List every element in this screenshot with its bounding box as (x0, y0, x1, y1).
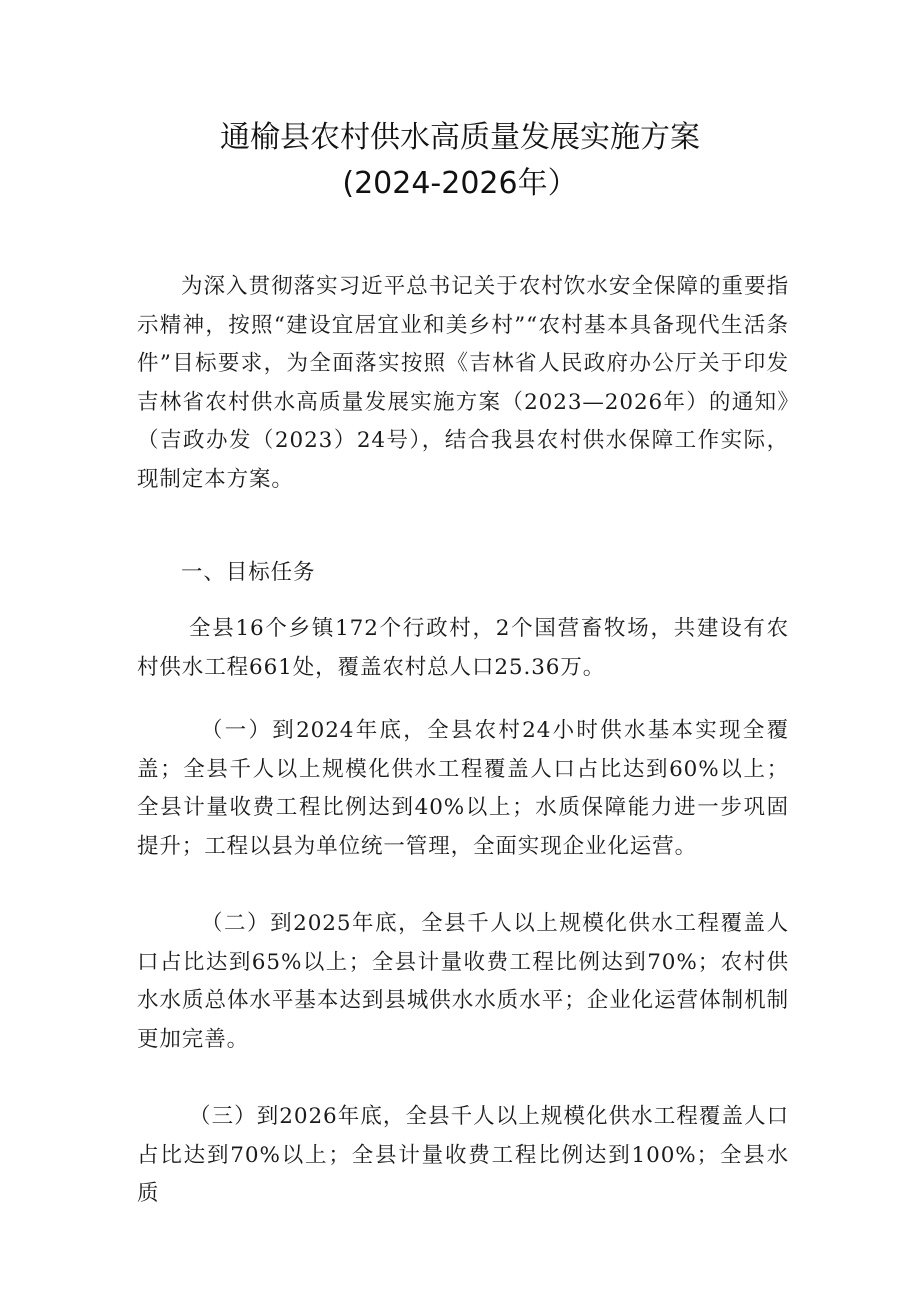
section-heading-goals: 一、目标任务 (181, 560, 316, 585)
goal-2026-paragraph: （三）到2026年底，全县千人以上规模化供水工程覆盖人口占比达到70%以上；全县计量收费工程比例达到100%；全县水质 (137, 1104, 789, 1207)
goal-2025-paragraph: （二）到2025年底，全县千人以上规模化供水工程覆盖人口占比达到65%以上；全县计量收费工程比例达到70%；农村供水水质总体水平基本达到县城供水水质水平；企业化运营体制机制更加完善。 (137, 911, 789, 1052)
document-title: 通榆县农村供水高质量发展实施方案 (220, 120, 700, 155)
intro-paragraph: 为深入贯彻落实习近平总书记关于农村饮水安全保障的重要指示精神，按照“建设宜居宜业和美乡村”“农村基本具备现代生活条件”目标要求，为全面落实按照《吉林省人民政府办公厅关于印发吉林省农村供水高质量发展实施方案（2023—2026年）的通知》（吉政办发（2023）24号），结合我县农村供水保障工作实际，现制定本方案。 (137, 274, 789, 492)
document-title-years: (2024-2026年） (342, 166, 578, 201)
county-overview-paragraph: 全县16个乡镇172个行政村，2个国营畜牧场，共建设有农村供水工程661处，覆盖农村总人口25.36万。 (137, 616, 789, 680)
goal-2024-paragraph: （一）到2024年底，全县农村24小时供水基本实现全覆盖；全县千人以上规模化供水工程覆盖人口占比达到60%以上；全县计量收费工程比例达到40%以上；水质保障能力进一步巩固提升；工程以县为单位统一管理，全面实现企业化运营。 (137, 718, 789, 859)
